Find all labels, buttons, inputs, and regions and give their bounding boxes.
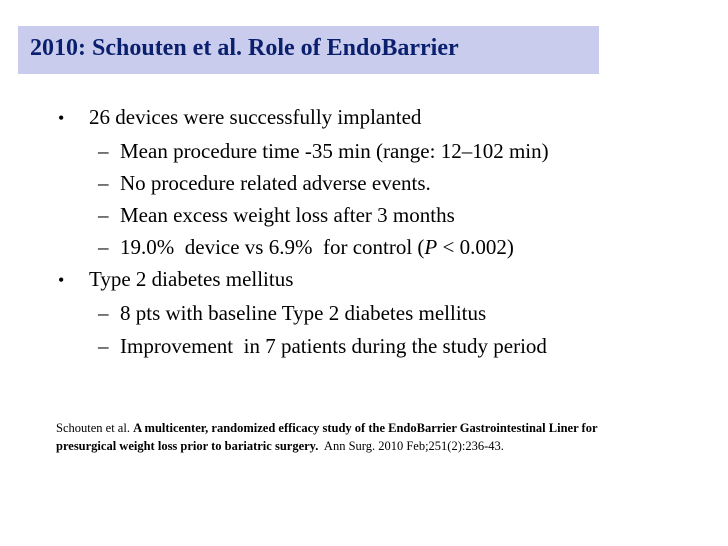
dash-marker: – — [98, 139, 109, 163]
dash-marker: – — [98, 334, 109, 358]
bullet-text-after: < 0.002) — [437, 235, 514, 259]
bullet-item — [58, 104, 421, 131]
dash-marker: – — [98, 203, 109, 227]
bullet-text-before: 19.0% device vs 6.9% for control ( — [120, 235, 425, 259]
sub-bullet-item — [98, 333, 547, 359]
bullet-text: 8 pts with baseline Type 2 diabetes mellitus — [120, 301, 487, 325]
dash-marker: – — [98, 301, 109, 325]
reference-title: A multicenter, randomized efficacy study of the EndoBarrier Gastrointestinal Liner for presurgical weight loss prior to bariatric surgery. — [56, 421, 598, 453]
bullet-marker: • — [58, 108, 65, 128]
dash-marker: – — [98, 171, 109, 195]
bullet-text: No procedure related adverse events. — [120, 171, 431, 195]
sub-bullet-item — [98, 202, 455, 228]
bullet-text: 26 devices were successfully implanted — [89, 105, 422, 129]
reference-authors: Schouten et al. — [56, 421, 134, 435]
p-value-italic: P — [424, 235, 438, 259]
slide-title: 2010: Schouten et al. Role of EndoBarrier — [30, 35, 459, 61]
bullet-text: Type 2 diabetes mellitus — [89, 267, 294, 291]
bullet-text: Mean excess weight loss after 3 months — [120, 203, 455, 227]
sub-bullet-item — [98, 300, 486, 326]
reference-citation — [56, 419, 636, 455]
bullet-item — [58, 266, 293, 293]
title-bar — [18, 26, 599, 74]
dash-marker: – — [98, 235, 109, 259]
bullet-text: Improvement in 7 patients during the study period — [120, 334, 547, 358]
sub-bullet-item — [98, 170, 431, 196]
sub-bullet-item — [98, 234, 514, 260]
bullet-text: Mean procedure time -35 min (range: 12–102 min) — [120, 139, 549, 163]
bullet-marker: • — [58, 270, 65, 290]
reference-source: Ann Surg. 2010 Feb;251(2):236-43. — [318, 439, 504, 453]
sub-bullet-item — [98, 138, 549, 164]
